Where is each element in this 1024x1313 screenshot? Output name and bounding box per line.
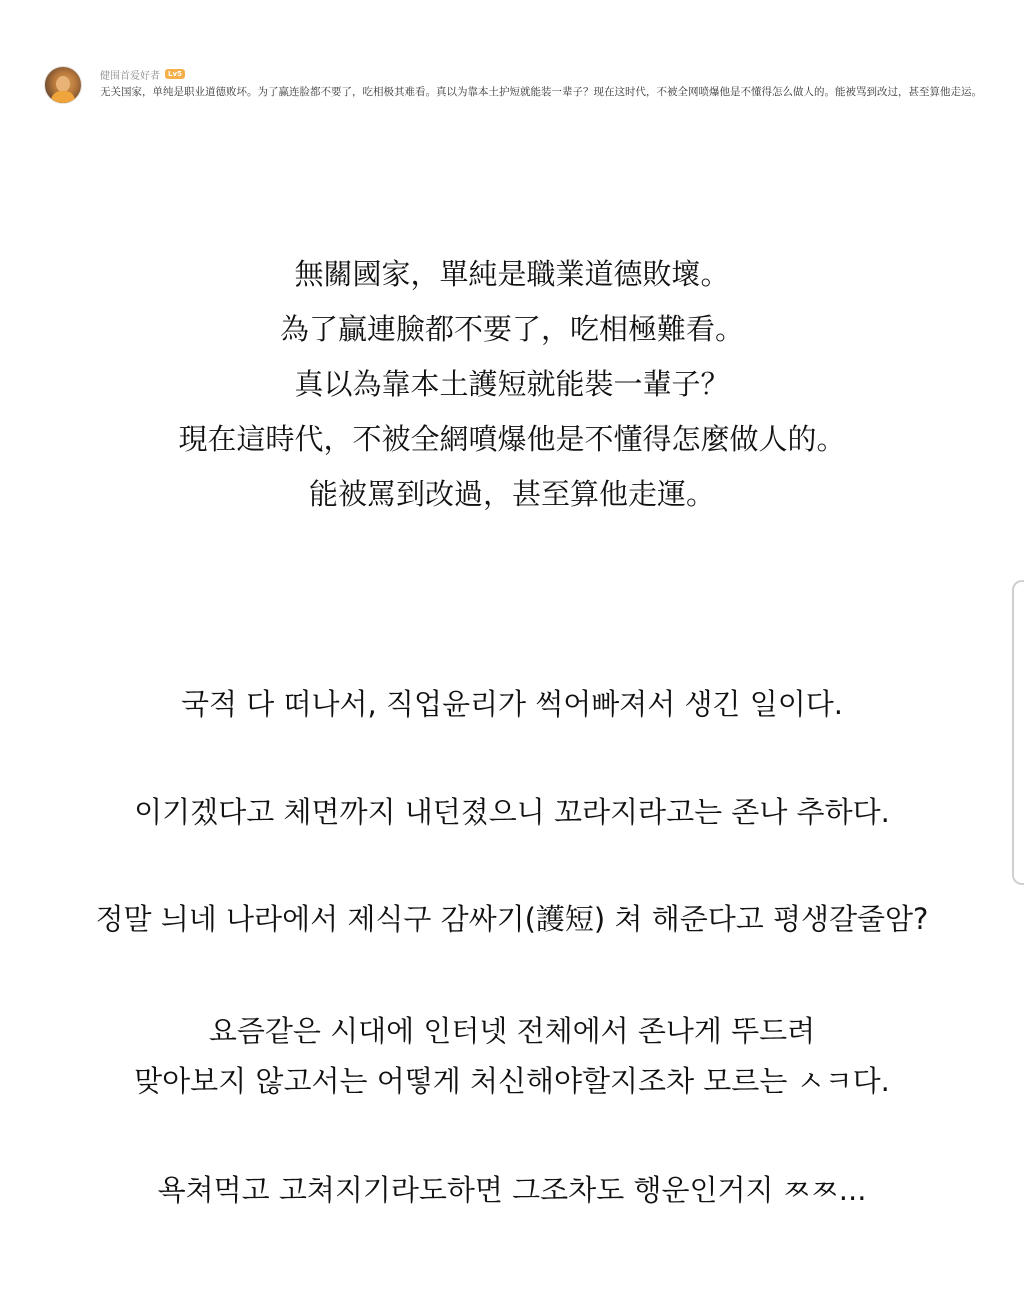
user-avatar[interactable] [44, 66, 82, 104]
chinese-line: 真以為靠本土護短就能裝一輩子？ [294, 367, 730, 401]
comment-card [38, 60, 998, 130]
korean-line: 욕쳐먹고 고쳐지기라도하면 그조차도 행운인거지 ㅉㅉ... [157, 1173, 867, 1207]
comment-header [100, 66, 185, 82]
scroll-handle[interactable] [1012, 580, 1024, 885]
chinese-translation-block [0, 247, 1024, 522]
chinese-line: 現在這時代，不被全網噴爆他是不懂得怎麼做人的。 [178, 422, 846, 456]
avatar-shirt [51, 91, 75, 104]
korean-paragraph-2 [0, 792, 1024, 832]
chinese-line: 能被罵到改過，甚至算他走運。 [308, 477, 715, 511]
korean-line: 요즘같은 시대에 인터넷 전체에서 존나게 뚜드려 [208, 1014, 816, 1048]
avatar-face [56, 76, 70, 92]
korean-paragraph-4 [0, 1006, 1024, 1106]
korean-paragraph-5 [0, 1170, 1024, 1210]
user-level-badge: Lv5 [165, 69, 185, 79]
chinese-line: 無關國家，單純是職業道德敗壞。 [294, 257, 730, 291]
korean-paragraph-1 [0, 684, 1024, 724]
comment-username[interactable]: 健围首爱好者 [100, 70, 160, 82]
korean-line: 맞아보지 않고서는 어떻게 처신해야할지조차 모르는 ㅅㅋ다. [134, 1064, 890, 1098]
korean-paragraph-3 [0, 899, 1024, 939]
korean-line: 정말 늬네 나라에서 제식구 감싸기(護短) 쳐 해준다고 평생갈줄암? [95, 902, 929, 936]
korean-line: 국적 다 떠나서, 직업윤리가 썩어빠져서 생긴 일이다. [180, 687, 844, 721]
comment-text: 无关国家，单纯是职业道德败坏。为了赢连脸都不要了，吃相极其难看。真以为靠本土护短就能装一辈子？现在这时代，不被全网喷爆他是不懂得怎么做人的。能被骂到改过，甚至算他走运。 [100, 86, 982, 98]
korean-line: 이기겠다고 체면까지 내던졌으니 꼬라지라고는 존나 추하다. [134, 795, 890, 829]
chinese-line: 為了贏連臉都不要了，吃相極難看。 [279, 312, 744, 346]
